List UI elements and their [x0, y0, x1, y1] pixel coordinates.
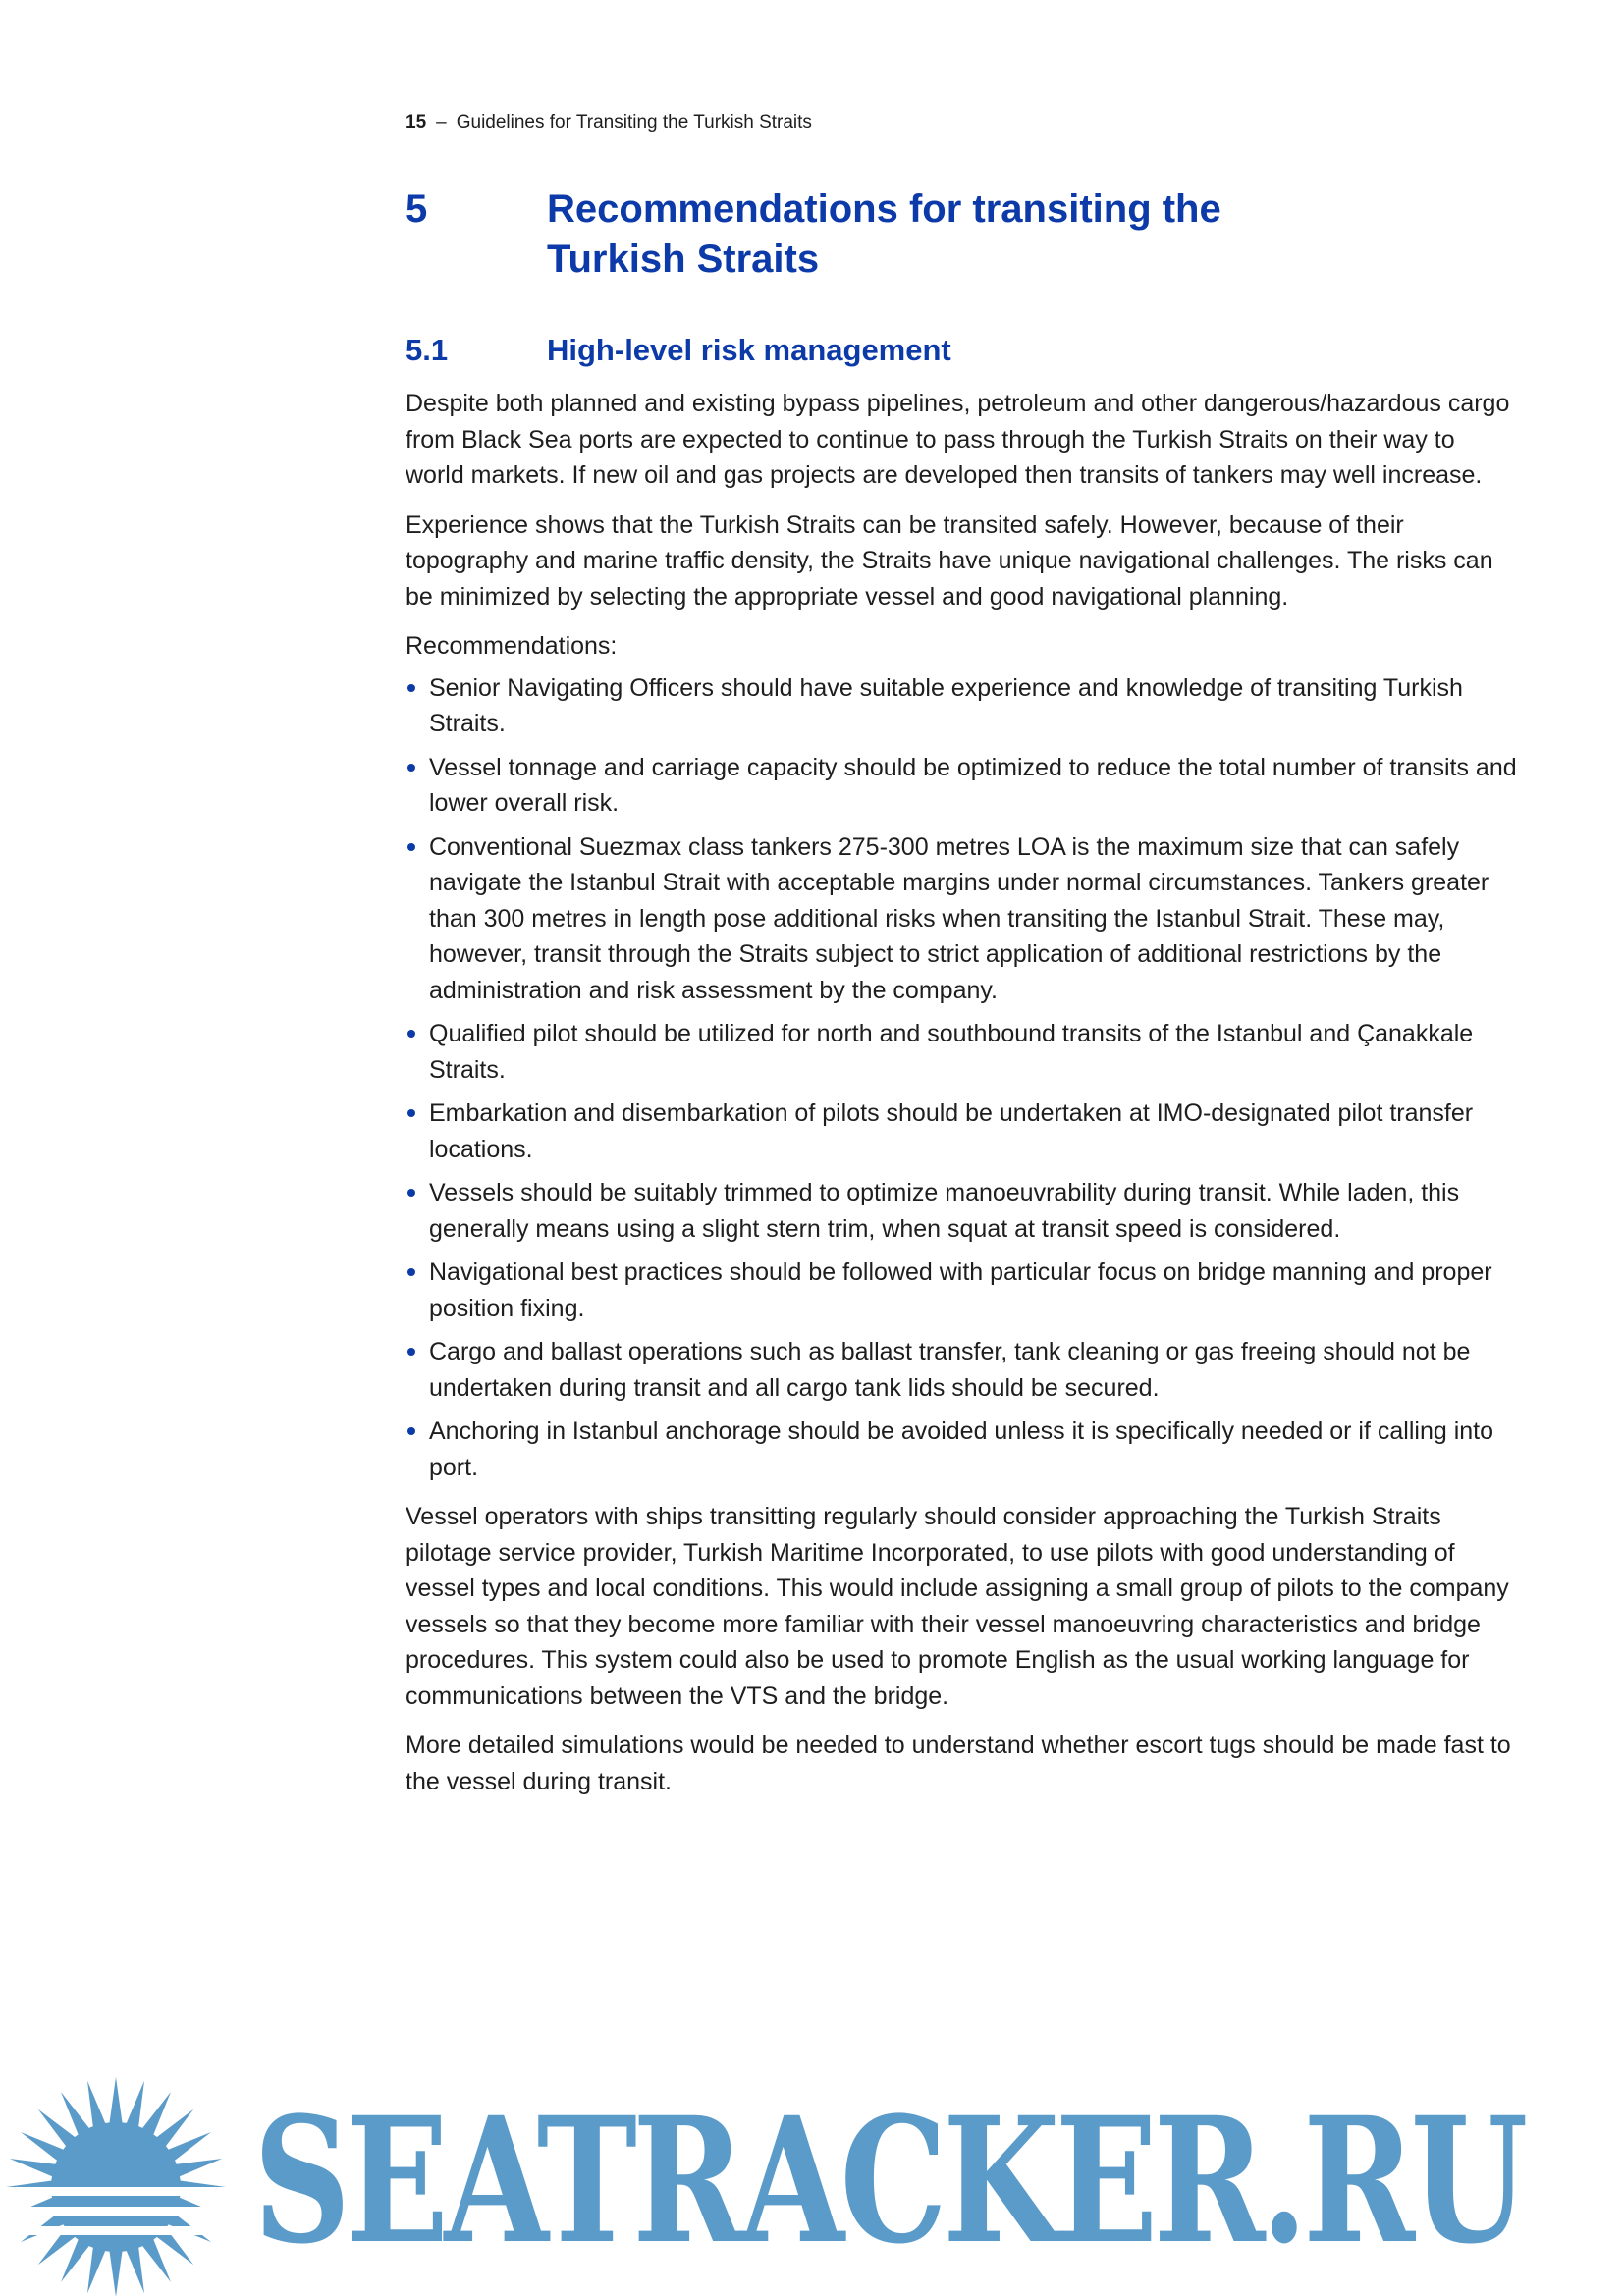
list-item: [406, 750, 1520, 822]
list-item: [406, 1334, 1520, 1406]
list-item: [406, 670, 1520, 742]
section-title: Recommendations for transiting the Turkish Straits: [547, 187, 1221, 281]
recommendations-list: [406, 670, 1520, 1486]
page-number: 15: [406, 112, 427, 133]
bullet-icon: [407, 1189, 415, 1197]
watermark: [0, 2071, 1624, 2296]
sunburst-logo-icon: [0, 2071, 245, 2296]
list-item-text: Qualified pilot should be utilized for north and southbound transits of the Istanbul and Çanakkale Straits.: [429, 1020, 1474, 1084]
list-item-text: Senior Navigating Officers should have suitable experience and knowledge of transiting Turkish Straits.: [429, 673, 1463, 737]
paragraph: Experience shows that the Turkish Straits can be transited safely. However, because of their topography and marine traffic density, the Straits have unique navigational challenges. The risks can be minimized by selecting the appropriate vessel and good navigational planning.: [406, 510, 1493, 611]
bullet-icon: [407, 1348, 415, 1356]
list-item: [406, 1095, 1520, 1167]
list-item: [406, 1016, 1520, 1088]
list-item-text: Navigational best practices should be followed with particular focus on bridge manning and proper position fixing.: [429, 1258, 1492, 1322]
list-item-text: Conventional Suezmax class tankers 275-300 metres LOA is the maximum size that can safely navigate the Istanbul Strait with acceptable margins under normal circumstances. Tankers greater than 300 metres in length pose additional risks when transiting the Istanbul Strait. These may, however, transit through the Straits subject to strict application of additional restrictions by the administration and risk assessment by the company.: [429, 832, 1489, 1004]
paragraph: Vessel operators with ships transitting regularly should consider approaching the Turkish Straits pilotage service provider, Turkish Maritime Incorporated, to use pilots with good understanding of vessel types and local conditions. This would include assigning a small group of pilots to the company vessels so that they become more familiar with their vessel manoeuvring characteristics and bridge procedures. This system could also be used to promote English as the usual working language for communications between the VTS and the bridge.: [406, 1503, 1509, 1710]
list-item-text: Vessels should be suitably trimmed to optimize manoeuvrability during transit. While laden, this generally means using a slight stern trim, when squat at transit speed is considered.: [429, 1179, 1460, 1243]
list-item-text: Vessel tonnage and carriage capacity should be optimized to reduce the total number of transits and lower overall risk.: [429, 753, 1517, 817]
list-item: [406, 829, 1520, 1009]
body-content: [406, 386, 1520, 1813]
subsection-title: High-level risk management: [547, 333, 951, 367]
list-item: [406, 1255, 1520, 1326]
bullet-icon: [407, 1109, 415, 1117]
watermark-text: SEATRACKER.RU: [253, 2079, 1524, 2282]
paragraph: Despite both planned and existing bypass pipelines, petroleum and other dangerous/hazardous cargo from Black Sea ports are expected to continue to pass through the Turkish Straits on their way to world markets. If new oil and gas projects are developed then transits of tankers may well increase.: [406, 390, 1510, 489]
document-title: Guidelines for Transiting the Turkish Straits: [456, 112, 812, 133]
bullet-icon: [407, 843, 415, 851]
list-item-text: Anchoring in Istanbul anchorage should be avoided unless it is specifically needed or if calling into port.: [429, 1417, 1494, 1481]
list-item-text: Embarkation and disembarkation of pilots should be undertaken at IMO-designated pilot transfer locations.: [429, 1099, 1474, 1163]
paragraph: More detailed simulations would be needed to understand whether escort tugs should be made fast to the vessel during transit.: [406, 1732, 1511, 1795]
bullet-icon: [407, 1268, 415, 1276]
list-item: [406, 1175, 1520, 1247]
bullet-icon: [407, 1030, 415, 1038]
subsection-number: 5.1: [406, 333, 449, 367]
header-separator: –: [436, 112, 447, 133]
running-header: [406, 112, 812, 133]
list-item-text: Cargo and ballast operations such as ballast transfer, tank cleaning or gas freeing should not be undertaken during transit and all cargo tank lids should be secured.: [429, 1338, 1471, 1402]
bullet-icon: [407, 764, 415, 772]
section-number: 5: [406, 187, 428, 231]
bullet-icon: [407, 1427, 415, 1435]
bullet-icon: [407, 684, 415, 692]
list-item: [406, 1414, 1520, 1485]
recommendations-label: Recommendations:: [406, 632, 618, 660]
